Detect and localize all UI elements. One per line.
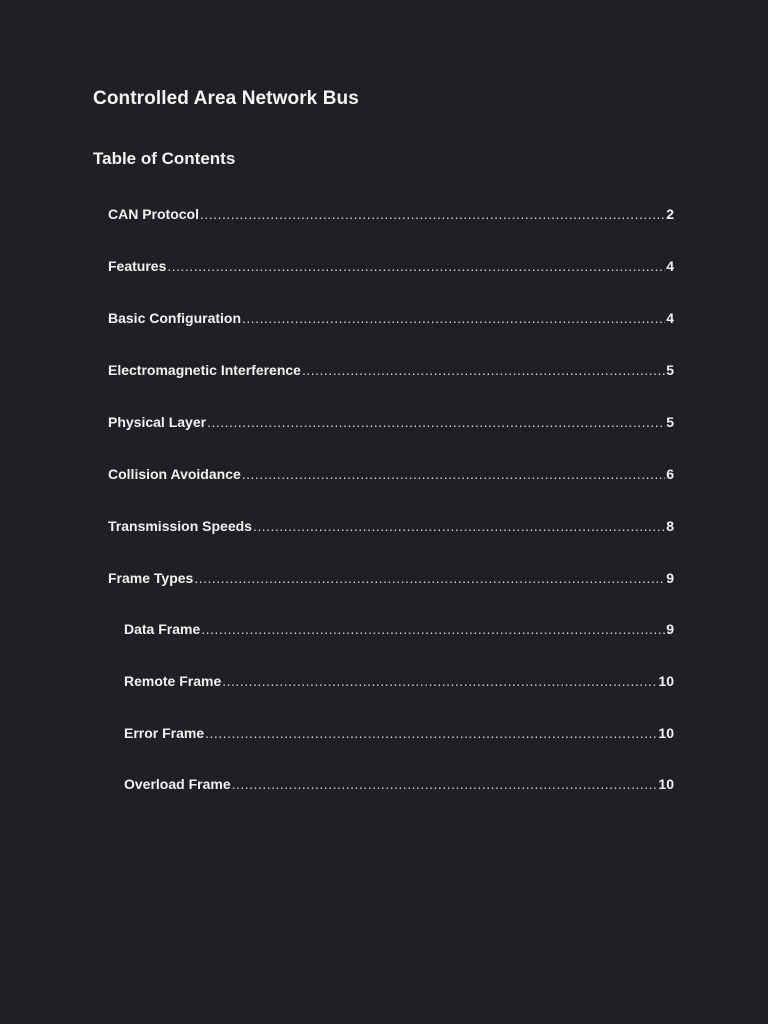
toc-entry-collision-avoidance[interactable] [108, 466, 674, 486]
dot-leader [253, 518, 665, 534]
toc-entry-label: Basic Configuration [108, 310, 242, 326]
toc-page-number: 8 [666, 518, 674, 534]
toc-entry-label: Transmission Speeds [108, 518, 252, 534]
toc-entry-label: Overload Frame [124, 776, 231, 792]
toc-page-number: 10 [658, 776, 674, 792]
toc-entry-label: Electromagnetic Interference [108, 362, 301, 378]
document-title: Controlled Area Network Bus [93, 88, 359, 109]
dot-leader [205, 725, 657, 741]
toc-entry-transmission-speeds[interactable] [108, 518, 674, 538]
toc-entry-frame-types[interactable] [108, 570, 674, 590]
toc-page-number: 2 [666, 206, 674, 222]
dot-leader [207, 414, 665, 430]
toc-entry-label: Collision Avoidance [108, 466, 241, 482]
toc-page-number: 5 [666, 362, 674, 378]
toc-entry-physical-layer[interactable] [108, 414, 674, 434]
dot-leader [201, 621, 665, 637]
dot-leader [232, 776, 658, 792]
toc-entry-label: Error Frame [124, 725, 205, 741]
toc-page-number: 10 [658, 673, 674, 689]
toc-entry-label: CAN Protocol [108, 206, 199, 222]
toc-entry-features[interactable] [108, 258, 674, 278]
toc-entry-label: Physical Layer [108, 414, 207, 430]
toc-entry-remote-frame[interactable] [124, 673, 674, 693]
toc-entry-can-protocol[interactable] [108, 206, 674, 226]
toc-entry-label: Features [108, 258, 167, 274]
toc-page-number: 5 [666, 414, 674, 430]
toc-entry-data-frame[interactable] [124, 621, 674, 641]
toc-entry-label: Frame Types [108, 570, 194, 586]
toc-page-number: 6 [666, 466, 674, 482]
toc-page-number: 4 [666, 310, 674, 326]
toc-page-number: 9 [666, 621, 674, 637]
toc-heading: Table of Contents [93, 149, 236, 168]
toc-entry-basic-configuration[interactable] [108, 310, 674, 330]
toc-entry-overload-frame[interactable] [124, 776, 674, 796]
toc-page-number: 10 [658, 725, 674, 741]
toc-page-number: 9 [666, 570, 674, 586]
dot-leader [200, 206, 665, 222]
dot-leader [242, 310, 665, 326]
toc-entry-error-frame[interactable] [124, 725, 674, 745]
dot-leader [302, 362, 665, 378]
toc-page-number: 4 [666, 258, 674, 274]
dot-leader [242, 466, 665, 482]
toc-entry-label: Remote Frame [124, 673, 222, 689]
dot-leader [167, 258, 665, 274]
toc-entry-electromagnetic-interference[interactable] [108, 362, 674, 382]
dot-leader [222, 673, 657, 689]
toc-entry-label: Data Frame [124, 621, 201, 637]
dot-leader [194, 570, 665, 586]
